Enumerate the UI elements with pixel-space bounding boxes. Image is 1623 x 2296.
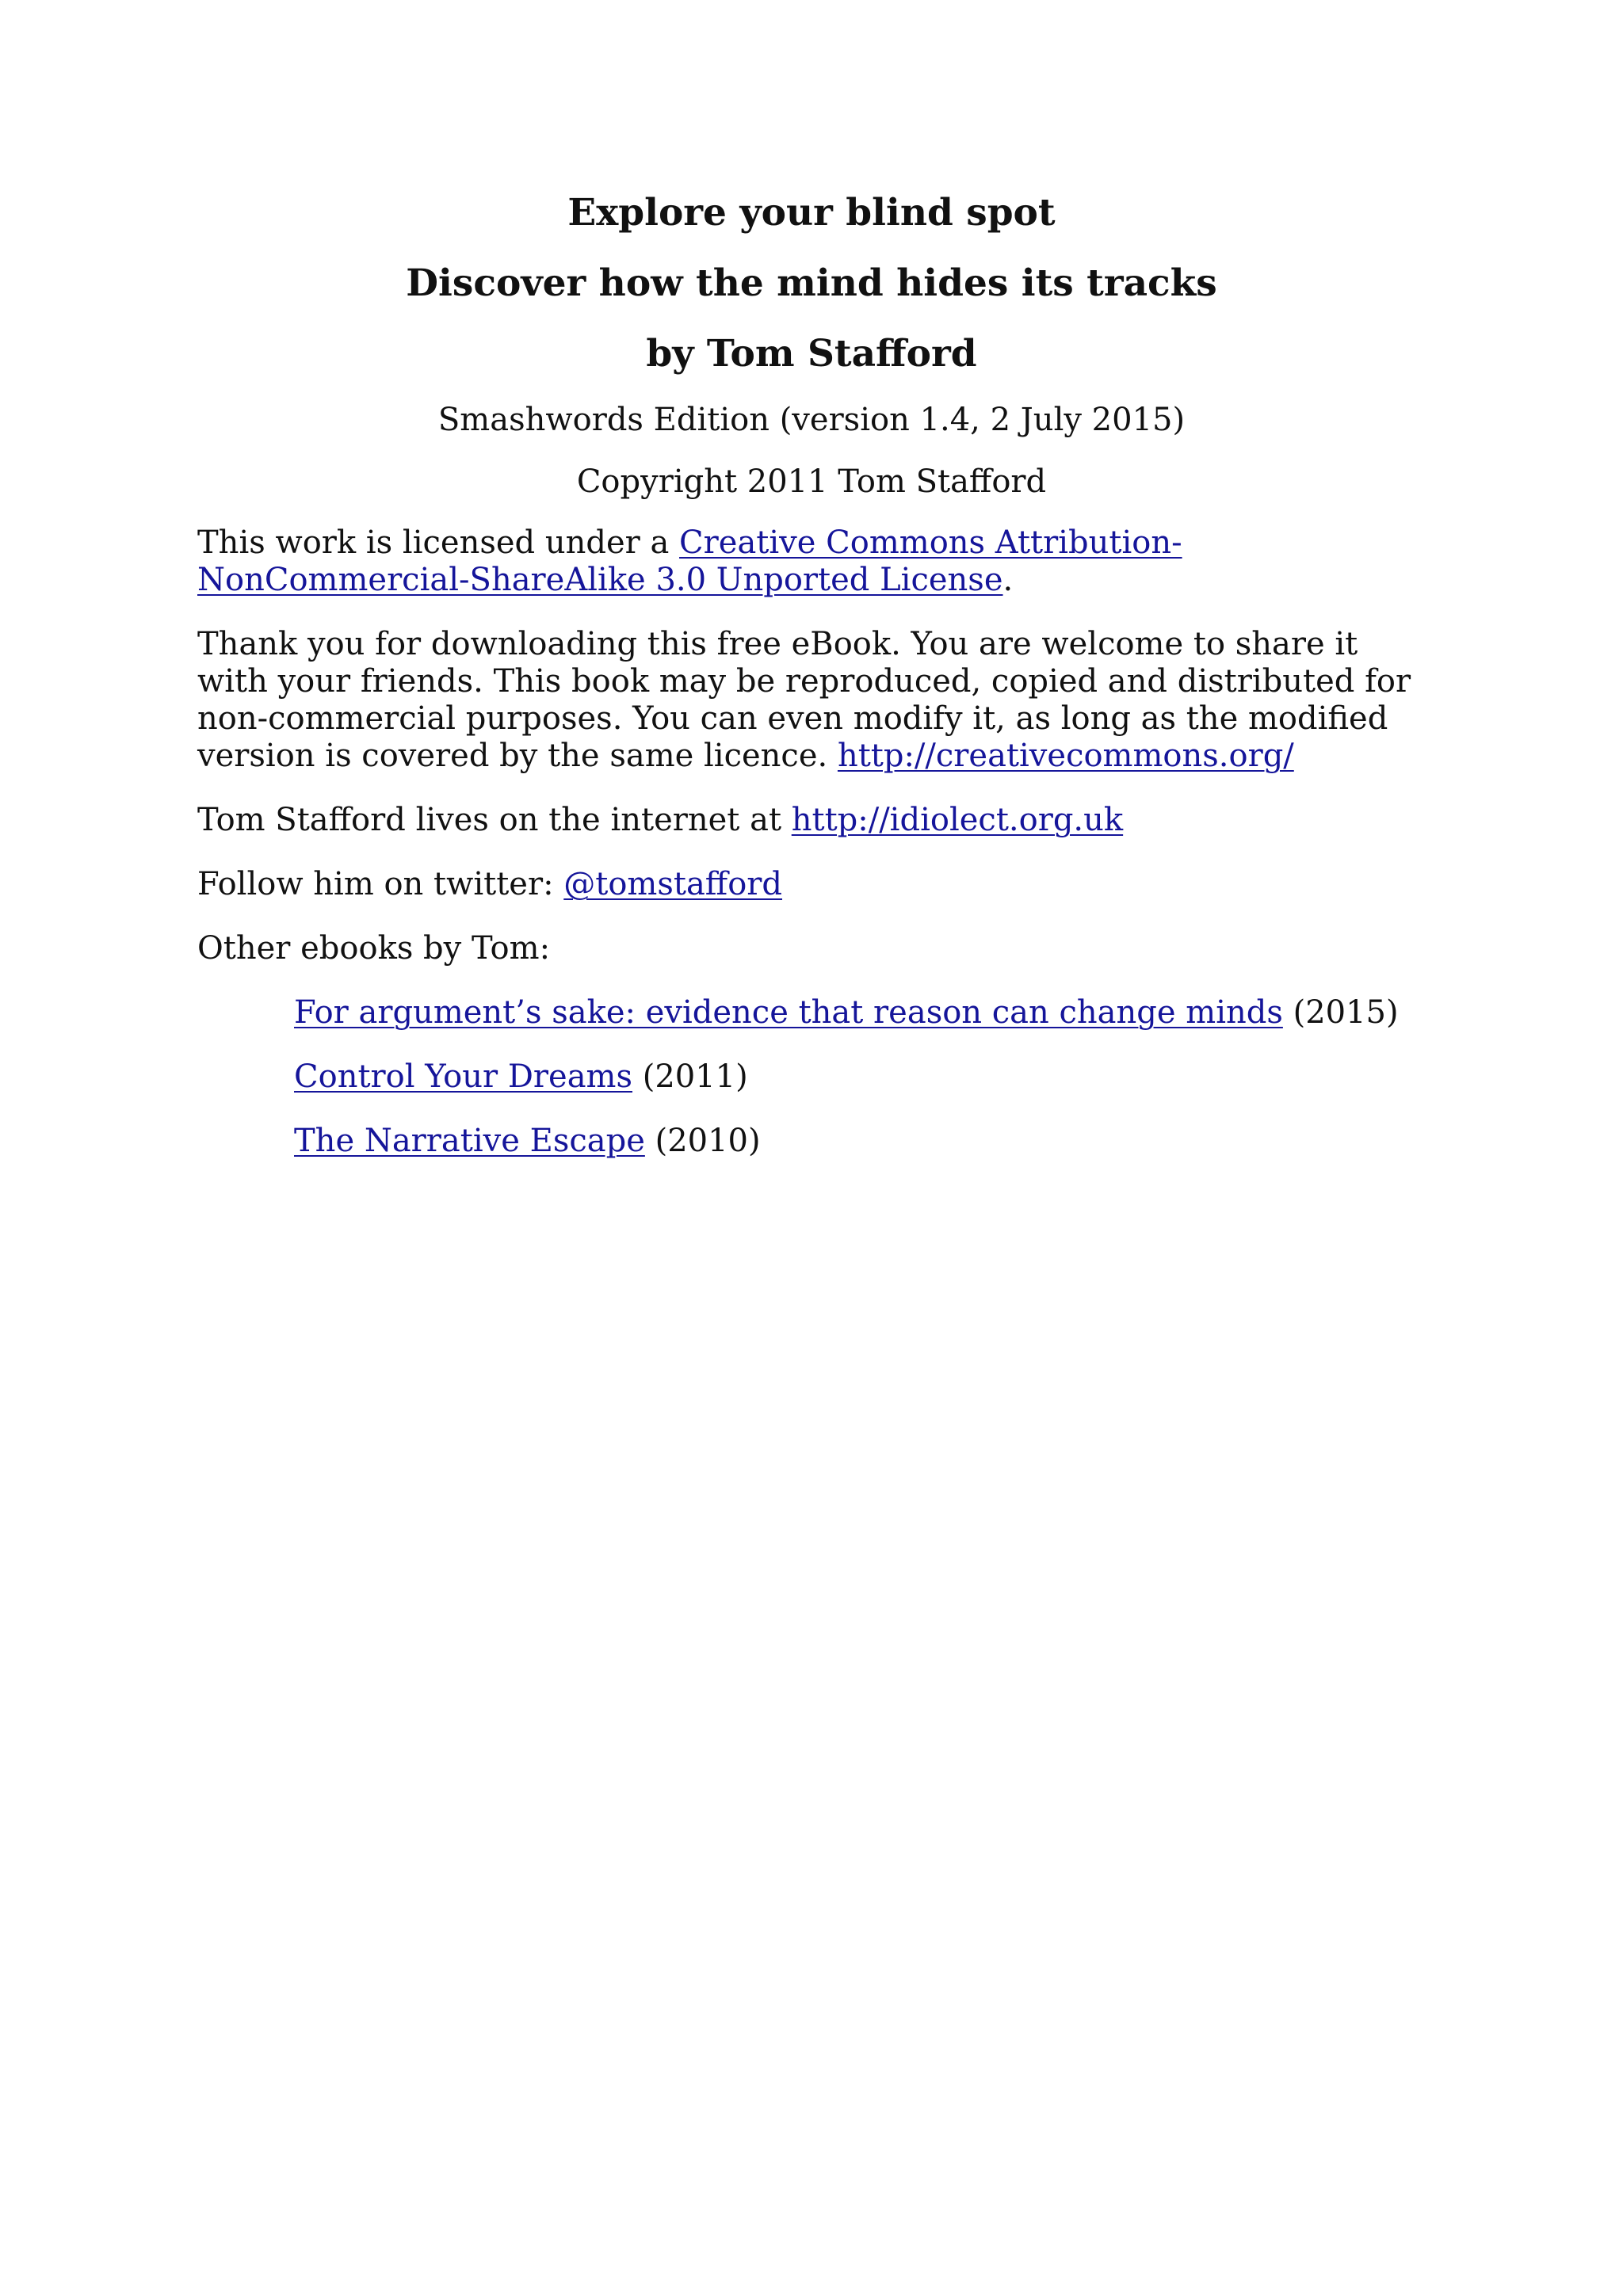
twitter-link[interactable]: @tomstafford <box>563 866 783 903</box>
thanks-paragraph <box>197 626 1426 775</box>
ebook-year: (2015) <box>1282 994 1399 1032</box>
license-suffix: . <box>1002 562 1014 599</box>
book-subtitle: Discover how the mind hides its tracks <box>406 261 1217 305</box>
other-ebooks-heading: Other ebooks by Tom: <box>197 930 551 967</box>
ebook-year: (2011) <box>632 1058 748 1096</box>
thanks-text: Thank you for downloading this free eBook. You are welcome to share it with your friends. This book may be reproduced, copied and distributed for non-commercial purposes. You can even modify it, as long as the modified version is covered by the same licence. <box>197 626 1411 775</box>
license-prefix: This work is licensed under a <box>197 524 680 562</box>
ebook-link-control-your-dreams[interactable]: Control Your Dreams <box>294 1058 633 1096</box>
ebook-link-for-arguments-sake[interactable]: For argument’s sake: evidence that reason can change minds <box>294 994 1283 1032</box>
internet-paragraph <box>197 802 1426 839</box>
copyright-line: Copyright 2011 Tom Stafford <box>576 463 1047 501</box>
license-link[interactable]: Creative Commons Attribution-NonCommercial-ShareAlike 3.0 Unported License <box>197 524 1182 599</box>
book-title: Explore your blind spot <box>567 191 1056 235</box>
twitter-paragraph <box>197 866 1426 903</box>
twitter-prefix: Follow him on twitter: <box>197 866 564 903</box>
ebook-link-narrative-escape[interactable]: The Narrative Escape <box>294 1123 645 1160</box>
ebook-year: (2010) <box>644 1123 761 1160</box>
license-paragraph <box>197 524 1426 599</box>
creativecommons-link[interactable]: http://creativecommons.org/ <box>837 738 1294 775</box>
edition-line: Smashwords Edition (version 1.4, 2 July 2015) <box>437 402 1186 439</box>
book-author: by Tom Stafford <box>646 331 977 376</box>
internet-prefix: Tom Stafford lives on the internet at <box>197 802 792 839</box>
idiolect-link[interactable]: http://idiolect.org.uk <box>791 802 1124 839</box>
ebook-item <box>294 1058 1426 1096</box>
document-page <box>197 190 1426 1187</box>
ebook-item <box>294 994 1426 1032</box>
ebook-item <box>294 1123 1426 1160</box>
